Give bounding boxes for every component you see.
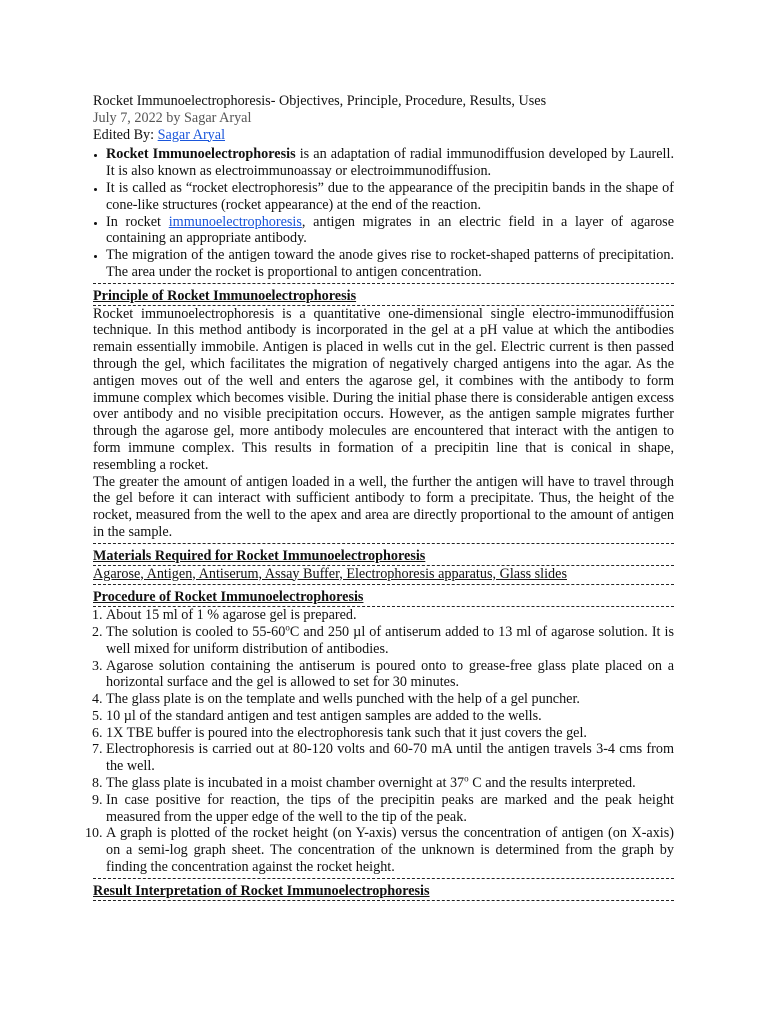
procedure-step-2-post: C and 250 µl of antiserum added to 13 ml of agarose solution. It is well mixed for uniform distribution of antibodies. — [106, 623, 674, 657]
procedure-step-9: 9. In case positive for reaction, the tips of the precipitin peaks are marked and the peak height measured from the upper edge of the well to the tip of the peak. — [106, 792, 674, 826]
principle-paragraph-2: The greater the amount of antigen loaded in a well, the further the antigen will have to travel through the gel before it can interact with sufficient antibody to form a precipitate. Thus, the height of the rocket, measured from the well to the apex and area are directly proportional to the amount of antigen in the sample. — [93, 473, 674, 540]
procedure-step-6: 6. 1X TBE buffer is poured into the electrophoresis tank such that it just covers the gel. — [106, 725, 674, 742]
term-bold: Rocket Immunoelectrophoresis — [106, 146, 296, 163]
procedure-step-8-post: C and the results interpreted. — [468, 775, 636, 792]
intro-bullet-3 — [106, 214, 674, 248]
procedure-heading-text: Procedure of Rocket Immunoelectrophoresis — [93, 589, 364, 606]
principle-section — [93, 306, 674, 544]
procedure-step-1: 1. About 15 ml of 1 % agarose gel is prepared. — [106, 607, 674, 624]
result-heading — [93, 883, 674, 901]
intro-bullet-3-post: , antigen migrates in an electric field in a layer of agarose containing an appropriate antibody. — [106, 213, 674, 247]
immunoelectrophoresis-link[interactable]: immunoelectrophoresis — [168, 213, 302, 230]
degree-sup: o — [285, 622, 290, 633]
intro-bullet-3-pre: In rocket — [106, 213, 169, 230]
procedure-heading — [93, 589, 674, 607]
procedure-steps — [93, 607, 674, 876]
procedure-step-8-pre: The glass plate is incubated in a moist chamber overnight at 37 — [106, 775, 465, 792]
materials-list: Agarose, Antigen, Antiserum, Assay Buffer, Electrophoresis apparatus, Glass slides — [93, 565, 567, 582]
edited-by-label: Edited By: — [93, 126, 155, 143]
procedure-step-10: 10. A graph is plotted of the rocket height (on Y-axis) versus the concentration of antigen (on X-axis) on a semi-log graph sheet. The concentration of the unknown is determined from the graph by finding the concentration against the rocket height. — [106, 825, 674, 875]
procedure-step-2 — [106, 624, 674, 658]
article — [93, 93, 674, 901]
procedure-step-2-pre: The solution is cooled to 55-60 — [106, 623, 286, 640]
principle-heading-text: Principle of Rocket Immunoelectrophoresis — [93, 287, 357, 304]
procedure-step-7: 7. Electrophoresis is carried out at 80-120 volts and 60-70 mA until the antigen travels 3-4 cms from the well. — [106, 741, 674, 775]
intro-section — [93, 146, 674, 283]
editor-link[interactable]: Sagar Aryal — [157, 126, 226, 143]
intro-bullet-1 — [106, 146, 674, 180]
result-heading-text: Result Interpretation of Rocket Immunoelectrophoresis — [93, 882, 430, 899]
procedure-step-3: 3. Agarose solution containing the antiserum is poured onto to grease-free glass plate placed on a horizontal surface and the gel is allowed to set for 30 minutes. — [106, 658, 674, 692]
procedure-step-8 — [106, 775, 674, 792]
article-title: Rocket Immunoelectrophoresis- Objectives, Principle, Procedure, Results, Uses — [93, 93, 547, 109]
materials-heading-text: Materials Required for Rocket Immunoelectrophoresis — [93, 547, 426, 564]
procedure-step-5: 5. 10 µl of the standard antigen and test antigen samples are added to the wells. — [106, 708, 674, 725]
intro-bullets — [93, 146, 674, 280]
post-meta: July 7, 2022 by Sagar Aryal — [93, 109, 252, 126]
procedure-step-4: 4. The glass plate is on the template and wells punched with the help of a gel puncher. — [106, 691, 674, 708]
principle-heading — [93, 288, 674, 306]
materials-heading — [93, 548, 674, 566]
materials-section — [93, 566, 674, 586]
procedure-section — [93, 607, 674, 879]
intro-bullet-1-text: is an adaptation of radial immunodiffusion developed by Laurell. It is also known as electroimmunoassay or electroimmunodiffusion. — [106, 146, 674, 180]
intro-bullet-2: • It is called as “rocket electrophoresis” due to the appearance of the precipitin bands in the shape of cone-like structures (rocket appearance) at the end of the reaction. — [106, 180, 674, 214]
principle-paragraph-1: Rocket immunoelectrophoresis is a quantitative one-dimensional single electro-immunodiffusion technique. In this method antibody is incorporated in the gel at a pH value at which the antibodies remain essentially immobile. Antigen is placed in wells cut in the gel. Electric current is then passed through the gel, which facilitates the migration of negatively charged antigens into the agar. As the antigen moves out of the well and enters the agarose gel, it combines with the antibody to form immune complex which becomes visible. During the initial phase there is considerable antigen excess over antibody and no visible precipitation occurs. However, as the antigen sample migrates further through the agarose gel, more antibody molecules are encountered that interact with the antigen to form immune complex. This results in formation of a precipitin line that is conical in shape, resembling a rocket. — [93, 305, 674, 473]
intro-bullet-4: • The migration of the antigen toward the anode gives rise to rocket-shaped patterns of precipitation. The area under the rocket is proportional to antigen concentration. — [106, 247, 674, 281]
edited-by — [93, 127, 674, 144]
degree-sup: o — [464, 773, 469, 784]
